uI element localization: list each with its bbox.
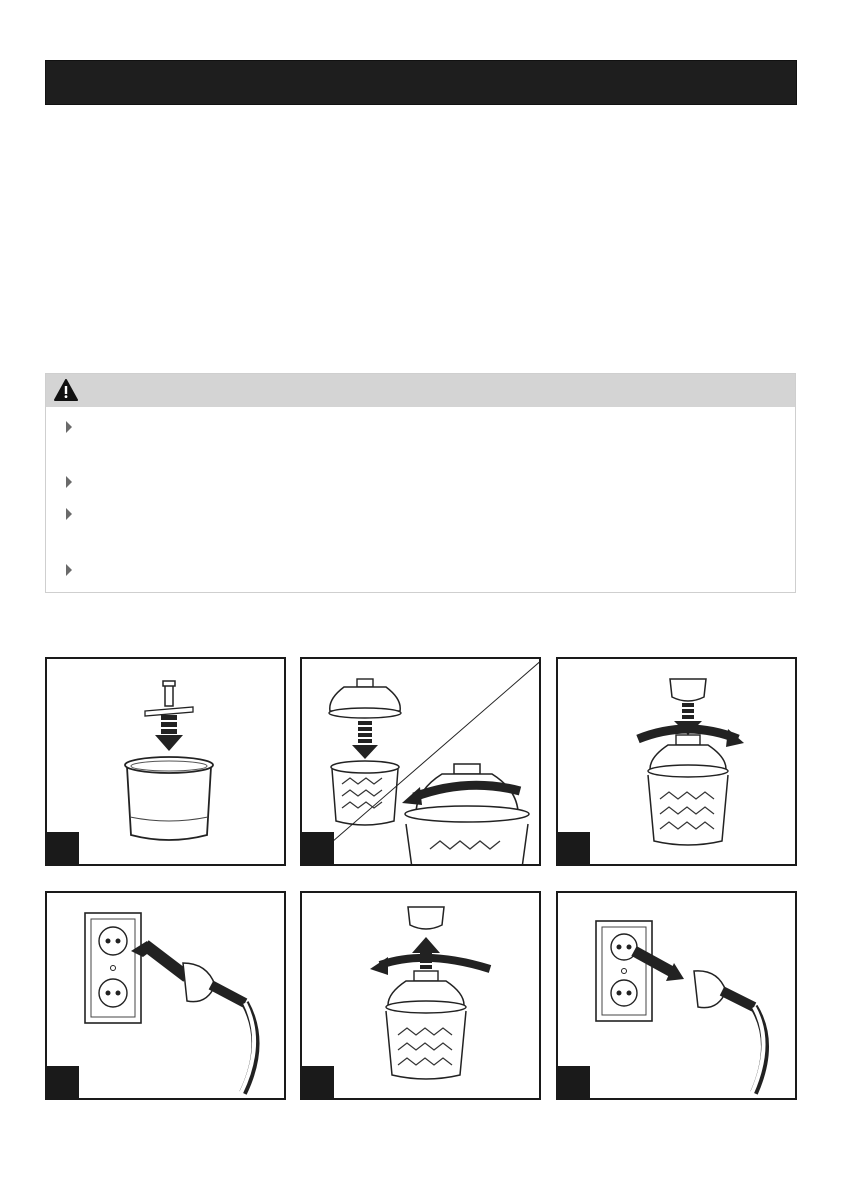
step-panel-1 xyxy=(45,657,286,866)
remove-motor-illustration xyxy=(302,893,541,1100)
motor-onto-lid-illustration xyxy=(558,659,797,866)
step-number xyxy=(302,832,334,864)
blade-into-bowl-illustration xyxy=(47,659,286,866)
bullet-arrow-icon xyxy=(66,508,72,520)
section-title-bar xyxy=(45,60,797,105)
step-panel-6 xyxy=(556,891,797,1100)
bullet-arrow-icon xyxy=(66,564,72,576)
step-number xyxy=(558,832,590,864)
step-number xyxy=(558,1066,590,1098)
step-panel-3 xyxy=(556,657,797,866)
step-panel-5 xyxy=(300,891,541,1100)
step-number xyxy=(47,832,79,864)
warning-triangle-icon xyxy=(54,379,78,401)
step-panel-4 xyxy=(45,891,286,1100)
bullet-arrow-icon xyxy=(66,421,72,433)
warning-header xyxy=(46,374,795,407)
step-panel-2 xyxy=(300,657,541,866)
step-number xyxy=(47,1066,79,1098)
plug-in-illustration xyxy=(47,893,286,1100)
unplug-illustration xyxy=(558,893,797,1100)
step-number xyxy=(302,1066,334,1098)
bullet-arrow-icon xyxy=(66,476,72,488)
lid-on-bowl-illustration xyxy=(302,659,541,866)
warning-box xyxy=(45,373,796,593)
